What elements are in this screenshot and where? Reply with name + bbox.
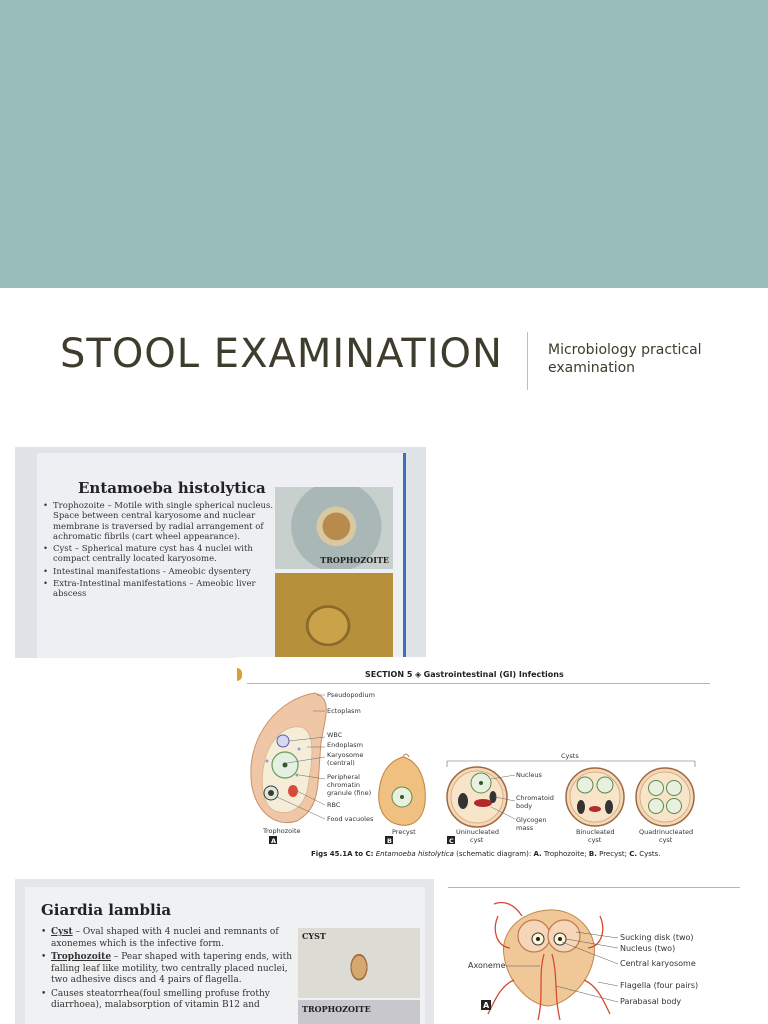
cysts-bracket bbox=[447, 761, 695, 767]
item-text: Causes steatorrhea(foul smelling profuse frothy diarrhoea), malabsorption of vitamin B12 and bbox=[51, 988, 270, 1010]
caption-italic: Entamoeba histolytica bbox=[375, 850, 454, 858]
food-vacuole-core bbox=[268, 790, 274, 796]
tag-b: B bbox=[387, 837, 392, 845]
giardia-cyst-micrograph bbox=[298, 928, 420, 998]
label-peripheral: Peripheral bbox=[327, 773, 360, 781]
title-banner bbox=[0, 0, 768, 288]
binucleated-glycogen bbox=[589, 806, 601, 812]
stage-uninucleated-cyst: cyst bbox=[470, 836, 484, 844]
list-item bbox=[41, 927, 303, 950]
quad-nucleus bbox=[667, 799, 682, 814]
term-cyst: Cyst bbox=[51, 927, 73, 937]
entamoeba-note-photo bbox=[15, 447, 426, 658]
label-central-karyosome: Central karyosome bbox=[620, 959, 696, 968]
giardia-schematic-figure bbox=[448, 886, 740, 1024]
karyosome-dot bbox=[283, 763, 288, 768]
trophozoite-photo-label: TROPHOZOITE bbox=[302, 1004, 371, 1014]
stage-trophozoite: Trophozoite bbox=[263, 827, 301, 835]
list-item: • Extra-Intestinal manifestations – Ameobic liver abscess bbox=[43, 579, 275, 600]
binucleated-cyst-inner bbox=[570, 772, 620, 822]
stage-uninucleated: Uninucleated bbox=[456, 828, 499, 836]
section-diamond-icon: ◈ bbox=[414, 670, 424, 679]
tag-c: C bbox=[449, 837, 454, 845]
note-page bbox=[37, 453, 406, 658]
glycogen-mass bbox=[474, 799, 492, 807]
precyst-tip bbox=[403, 754, 409, 757]
binucleated-nucleus-1 bbox=[577, 777, 593, 793]
quad-nucleus bbox=[649, 799, 664, 814]
label-sucking-disk: Sucking disk (two) bbox=[620, 933, 694, 942]
label-granule: granule (fine) bbox=[327, 789, 372, 797]
stage-quadrinucleated-cyst: cyst bbox=[659, 836, 673, 844]
caption-b: B. bbox=[588, 850, 597, 858]
stage-quadrinucleated: Quadrinucleated bbox=[639, 828, 694, 836]
quadrinucleated-cyst-inner bbox=[640, 772, 690, 822]
caption-rest: (schematic diagram): bbox=[456, 850, 532, 858]
granule-dot bbox=[298, 748, 301, 751]
slide-subtitle: Microbiology practical examination bbox=[548, 342, 702, 376]
label-chromatoid: Chromatoid bbox=[516, 794, 554, 802]
label-wbc: WBC bbox=[327, 731, 343, 739]
giardia-note-list bbox=[41, 927, 303, 1014]
item-text: – Oval shaped with 4 nuclei and remnants of axonemes which is the infective form. bbox=[51, 927, 279, 949]
cyst-micrograph bbox=[275, 573, 393, 658]
stage-binucleated: Binucleated bbox=[576, 828, 615, 836]
entamoeba-schematic-figure bbox=[237, 657, 710, 860]
caption-b-text: Precyst; bbox=[599, 850, 627, 858]
chromatoid-body bbox=[458, 793, 468, 809]
granule-dot bbox=[296, 774, 299, 777]
giardia-note-photo bbox=[15, 879, 434, 1024]
label-endoplasm: Endoplasm bbox=[327, 741, 363, 749]
stage-precyst: Precyst bbox=[392, 828, 416, 836]
list-item bbox=[41, 989, 303, 1012]
giardia-tag: A bbox=[483, 1001, 490, 1010]
label-glycogen: Glycogen bbox=[516, 816, 547, 824]
uninucleated-karyosome bbox=[479, 781, 483, 785]
label-flagella: Flagella (four pairs) bbox=[620, 981, 699, 990]
precyst-karyosome bbox=[400, 795, 404, 799]
rbc-cell bbox=[288, 785, 298, 797]
giardia-diagram bbox=[448, 886, 740, 1024]
label-ectoplasm: Ectoplasm bbox=[327, 707, 361, 715]
cyst-photo-label: CYST bbox=[302, 931, 326, 941]
title-divider bbox=[527, 332, 528, 390]
trophozoite-photo-label: TROPHOZOITE bbox=[320, 555, 389, 565]
label-rbc: RBC bbox=[327, 801, 341, 809]
label-chromatoid-body: body bbox=[516, 802, 533, 810]
label-nucleus-two: Nucleus (two) bbox=[620, 944, 676, 953]
giardia-body bbox=[503, 910, 594, 1006]
schematic-diagram bbox=[237, 657, 710, 847]
caption-prefix: Figs 45.1A to C: bbox=[311, 850, 374, 858]
binucleated-chromatoid bbox=[577, 800, 585, 814]
granule-dot bbox=[266, 760, 269, 763]
entamoeba-note-title: Entamoeba histolytica bbox=[78, 479, 266, 497]
karyosome-right bbox=[558, 937, 562, 941]
section-title: Gastrointestinal (GI) Infections bbox=[423, 670, 564, 679]
caption-c-text: Cysts. bbox=[639, 850, 661, 858]
item-text: – Pear shaped with tapering ends, with falling leaf like motility, two centrally placed nuclei, two adhesive discs and 4 pairs of flagella. bbox=[51, 952, 293, 985]
label-food-vacuoles: Food vacuoles bbox=[327, 815, 374, 823]
karyosome-left bbox=[536, 937, 540, 941]
label-pseudopodium: Pseudopodium bbox=[327, 691, 375, 699]
binucleated-chromatoid-2 bbox=[605, 800, 613, 814]
entamoeba-note-list bbox=[43, 501, 275, 602]
tag-a: A bbox=[271, 837, 277, 845]
section-number: SECTION 5 bbox=[365, 670, 413, 679]
giardia-note-title: Giardia lamblia bbox=[41, 901, 172, 919]
label-parabasal-body: Parabasal body bbox=[620, 997, 682, 1006]
quad-nucleus bbox=[649, 781, 664, 796]
list-item: • Trophozoite – Motile with single spherical nucleus. Space between central karyosome and nuclear membrane is traversed by radial arrangement of achromatic fibrils (cart wheel appearance). bbox=[43, 501, 275, 542]
caption-a-text: Trophozoite; bbox=[543, 850, 587, 858]
label-cysts: Cysts bbox=[561, 752, 579, 760]
list-item: • Intestinal manifestations - Ameobic dysentery bbox=[43, 567, 275, 577]
label-karyosome-central: (central) bbox=[327, 759, 355, 767]
slide-title: STOOL EXAMINATION bbox=[60, 331, 503, 377]
stage-binucleated-cyst: cyst bbox=[588, 836, 602, 844]
label-glycogen-mass: mass bbox=[516, 824, 534, 832]
wbc-cell bbox=[277, 735, 289, 747]
giardia-trophozoite-micrograph bbox=[298, 1000, 420, 1024]
label-nucleus: Nucleus bbox=[516, 771, 542, 779]
figure-caption bbox=[311, 850, 661, 858]
label-axoneme: Axoneme bbox=[468, 961, 506, 970]
note-page bbox=[25, 887, 425, 1024]
term-trophozoite: Trophozoite bbox=[51, 952, 112, 962]
caption-a: A. bbox=[533, 850, 542, 858]
label-karyosome: Karyosome bbox=[327, 751, 364, 759]
trophozoite-micrograph bbox=[275, 487, 393, 569]
list-item bbox=[41, 952, 303, 987]
caption-c: C. bbox=[629, 850, 637, 858]
binucleated-nucleus-2 bbox=[597, 777, 613, 793]
label-chromatin: chromatin bbox=[327, 781, 360, 789]
quad-nucleus bbox=[667, 781, 682, 796]
list-item: • Cyst – Spherical mature cyst has 4 nuclei with compact centrally located karyosome. bbox=[43, 544, 275, 565]
